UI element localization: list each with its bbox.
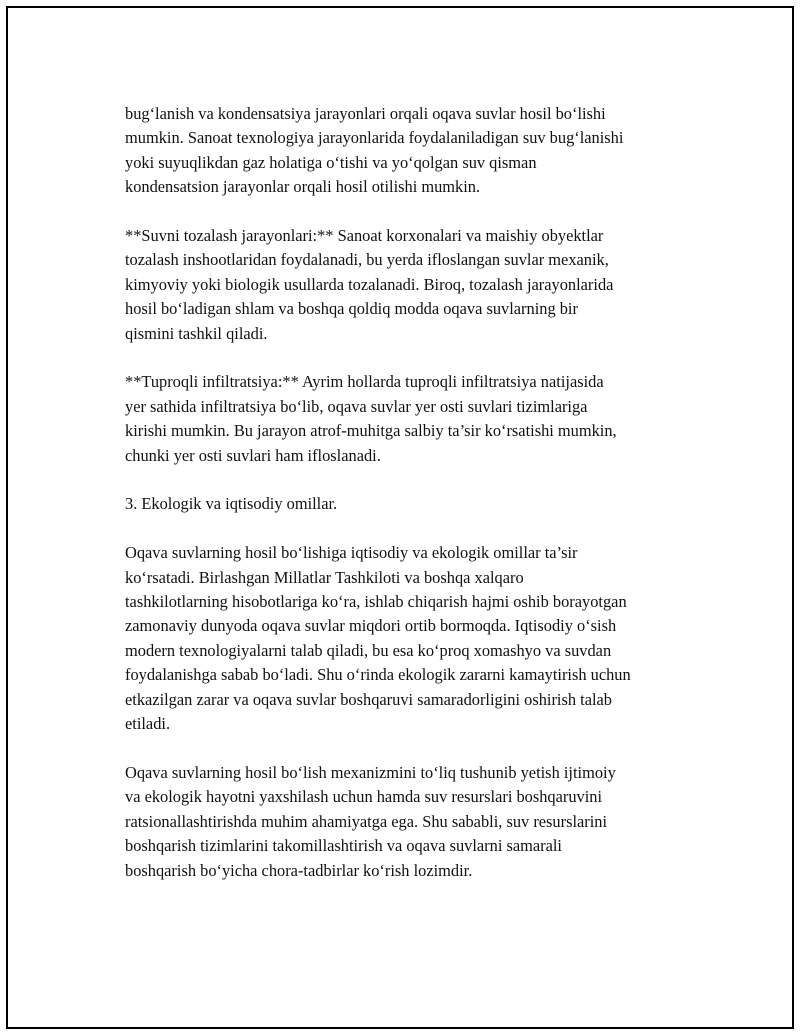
text-line: **Tuproqli infiltratsiya:** Ayrim hollarda tuproqli infiltratsiya natijasida xyxy=(125,372,604,392)
paragraph-economic-factors xyxy=(125,541,705,736)
text-line: ratsionallashtirishda muhim ahamiyatga ega. Shu sababli, suv resurslarini xyxy=(125,811,608,831)
text-line: bug‘lanish va kondensatsiya jarayonlari orqali oqava suvlar hosil bo‘lishi xyxy=(125,104,606,123)
text-line: boshqarish bo‘yicha chora-tadbirlar ko‘rish lozimdir. xyxy=(125,860,473,880)
text-line: yoki suyuqlikdan gaz holatiga o‘tishi va yo‘qolgan suv qisman xyxy=(125,152,537,172)
paragraph-conclusion xyxy=(125,761,705,883)
page-frame xyxy=(6,6,794,1029)
text-line: ko‘rsatadi. Birlashgan Millatlar Tashkiloti va boshqa xalqaro xyxy=(125,567,524,587)
text-line: modern texnologiyalarni talab qiladi, bu esa ko‘proq xomashyo va suvdan xyxy=(125,640,612,660)
section-heading-ecological-economic xyxy=(125,492,705,516)
text-line: etkazilgan zarar va oqava suvlar boshqaruvi samaradorligini oshirish talab xyxy=(125,689,612,709)
text-line: yer sathida infiltratsiya bo‘lib, oqava suvlar yer osti suvlari tizimlariga xyxy=(125,396,588,416)
text-line: Oqava suvlarning hosil bo‘lishiga iqtisodiy va ekologik omillar ta’sir xyxy=(125,543,578,563)
text-line: kimyoviy yoki biologik usullarda tozalanadi. Biroq, tozalash jarayonlarida xyxy=(125,274,614,294)
text-line: chunki yer osti suvlari ham ifloslanadi. xyxy=(125,445,381,465)
text-line: **Suvni tozalash jarayonlari:** Sanoat korxonalari va maishiy obyektlar xyxy=(125,226,604,246)
text-line: zamonaviy dunyoda oqava suvlar miqdori ortib bormoqda. Iqtisodiy o‘sish xyxy=(125,616,617,636)
text-line: tozalash inshootlaridan foydalanadi, bu yerda ifloslangan suvlar mexanik, xyxy=(125,250,609,270)
text-line: Oqava suvlarning hosil bo‘lish mexanizmini to‘liq tushunib yetish ijtimoiy xyxy=(125,762,616,782)
text-line: etiladi. xyxy=(125,714,171,734)
text-line: hosil bo‘ladigan shlam va boshqa qoldiq modda oqava suvlarning bir xyxy=(125,299,578,319)
text-line: boshqarish tizimlarini takomillashtirish va oqava suvlarni samarali xyxy=(125,836,562,856)
paragraph-evaporation xyxy=(125,102,705,200)
paragraph-soil-infiltration xyxy=(125,370,705,468)
text-line: mumkin. Sanoat texnologiya jarayonlarida foydalaniladigan suv bug‘lanishi xyxy=(125,128,624,148)
text-line: foydalanishga sabab bo‘ladi. Shu o‘rinda ekologik zararni kamaytirish uchun xyxy=(125,665,631,685)
text-line: kondensatsion jarayonlar orqali hosil otilishi mumkin. xyxy=(125,177,481,197)
document-body xyxy=(125,102,705,907)
text-line: va ekologik hayotni yaxshilash uchun hamda suv resurslari boshqaruvini xyxy=(125,787,603,807)
paragraph-water-treatment xyxy=(125,224,705,346)
text-line: tashkilotlarning hisobotlariga ko‘ra, ishlab chiqarish hajmi oshib borayotgan xyxy=(125,592,627,612)
text-line: 3. Ekologik va iqtisodiy omillar. xyxy=(125,494,338,514)
text-line: qismini tashkil qiladi. xyxy=(125,323,268,343)
text-line: kirishi mumkin. Bu jarayon atrof-muhitga salbiy ta’sir ko‘rsatishi mumkin, xyxy=(125,421,617,441)
